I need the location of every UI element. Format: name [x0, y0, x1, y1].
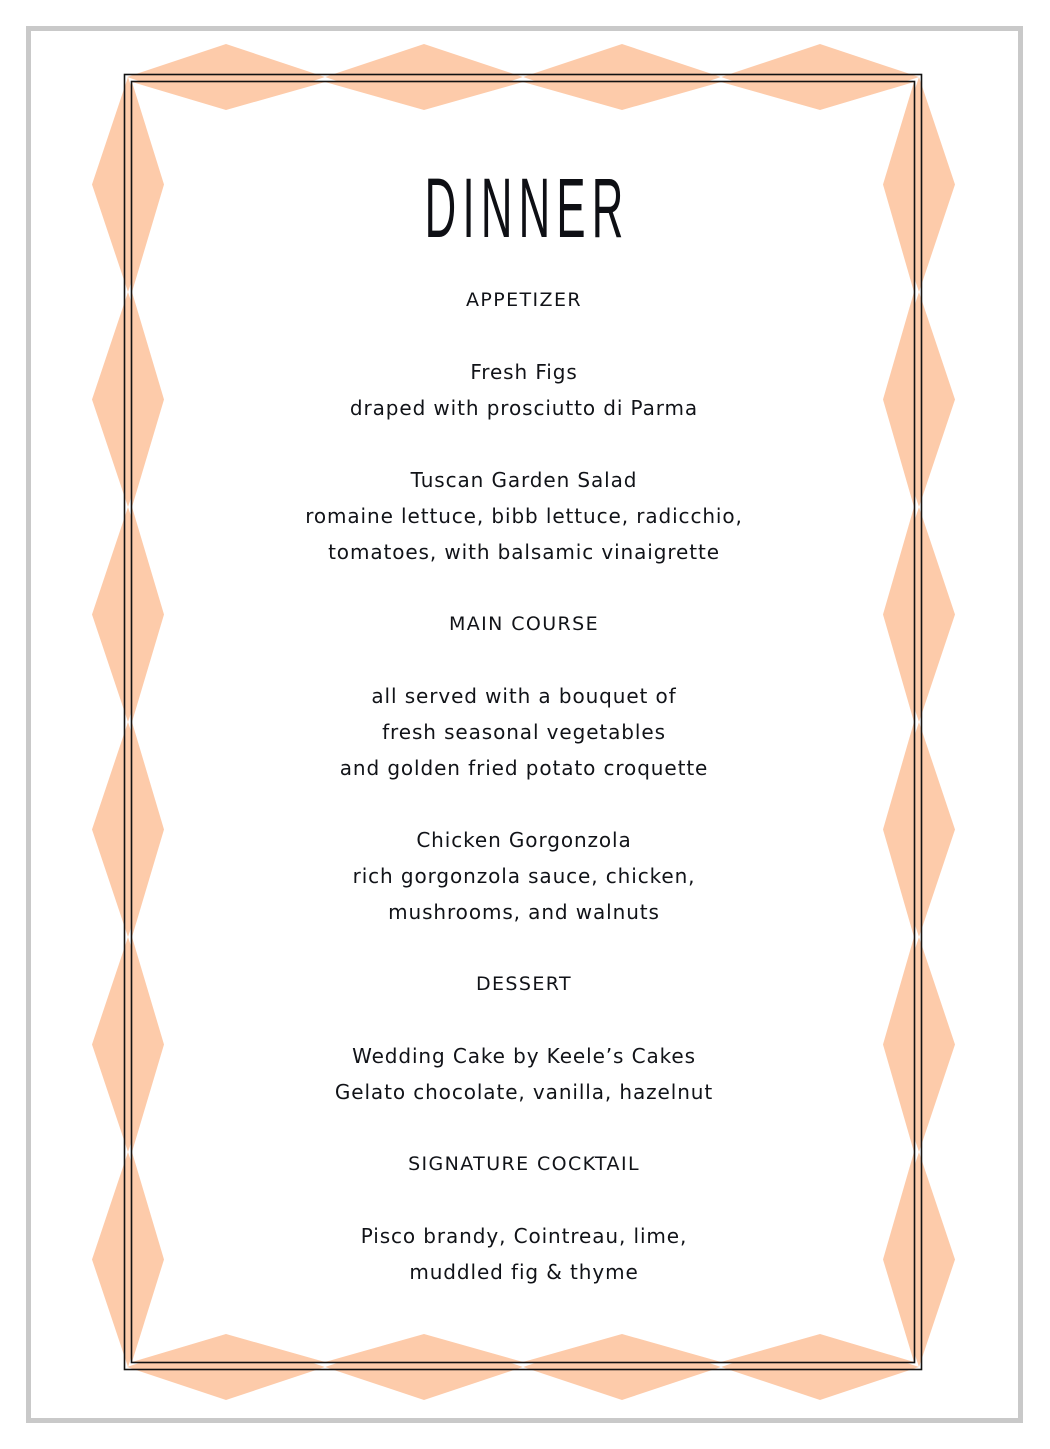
section-heading-appetizer: APPETIZER [466, 289, 582, 311]
menu-item-description: Pisco brandy, Cointreau, lime, [360, 1224, 688, 1248]
section-heading-main-course: MAIN COURSE [448, 613, 600, 635]
section-heading-signature-cocktail: SIGNATURE COCKTAIL [408, 1153, 640, 1175]
menu-item-description: and golden fried potato croquette [339, 756, 709, 780]
menu-item-description: tomatoes, with balsamic vinaigrette [328, 540, 720, 564]
menu-item-name: Fresh Figs [470, 360, 578, 384]
menu-item-description: draped with prosciutto di Parma [349, 396, 699, 420]
menu-item-description: fresh seasonal vegetables [382, 720, 666, 744]
section-heading-dessert: DESSERT [476, 973, 572, 995]
menu-title: DINNER [424, 161, 630, 255]
menu-item-name: Chicken Gorgonzola [416, 828, 632, 852]
menu-item-name: Tuscan Garden Salad [410, 468, 638, 492]
menu-item-name: Wedding Cake by Keele’s Cakes [352, 1044, 696, 1068]
menu-item-description: rich gorgonzola sauce, chicken, [352, 864, 696, 888]
menu-item-description: all served with a bouquet of [371, 684, 677, 708]
menu-item-description: romaine lettuce, bibb lettuce, radicchio, [305, 504, 743, 528]
menu-item-description: mushrooms, and walnuts [388, 900, 660, 924]
menu-item-description: muddled fig & thyme [409, 1260, 639, 1284]
menu-item-description: Gelato chocolate, vanilla, hazelnut [334, 1080, 714, 1104]
